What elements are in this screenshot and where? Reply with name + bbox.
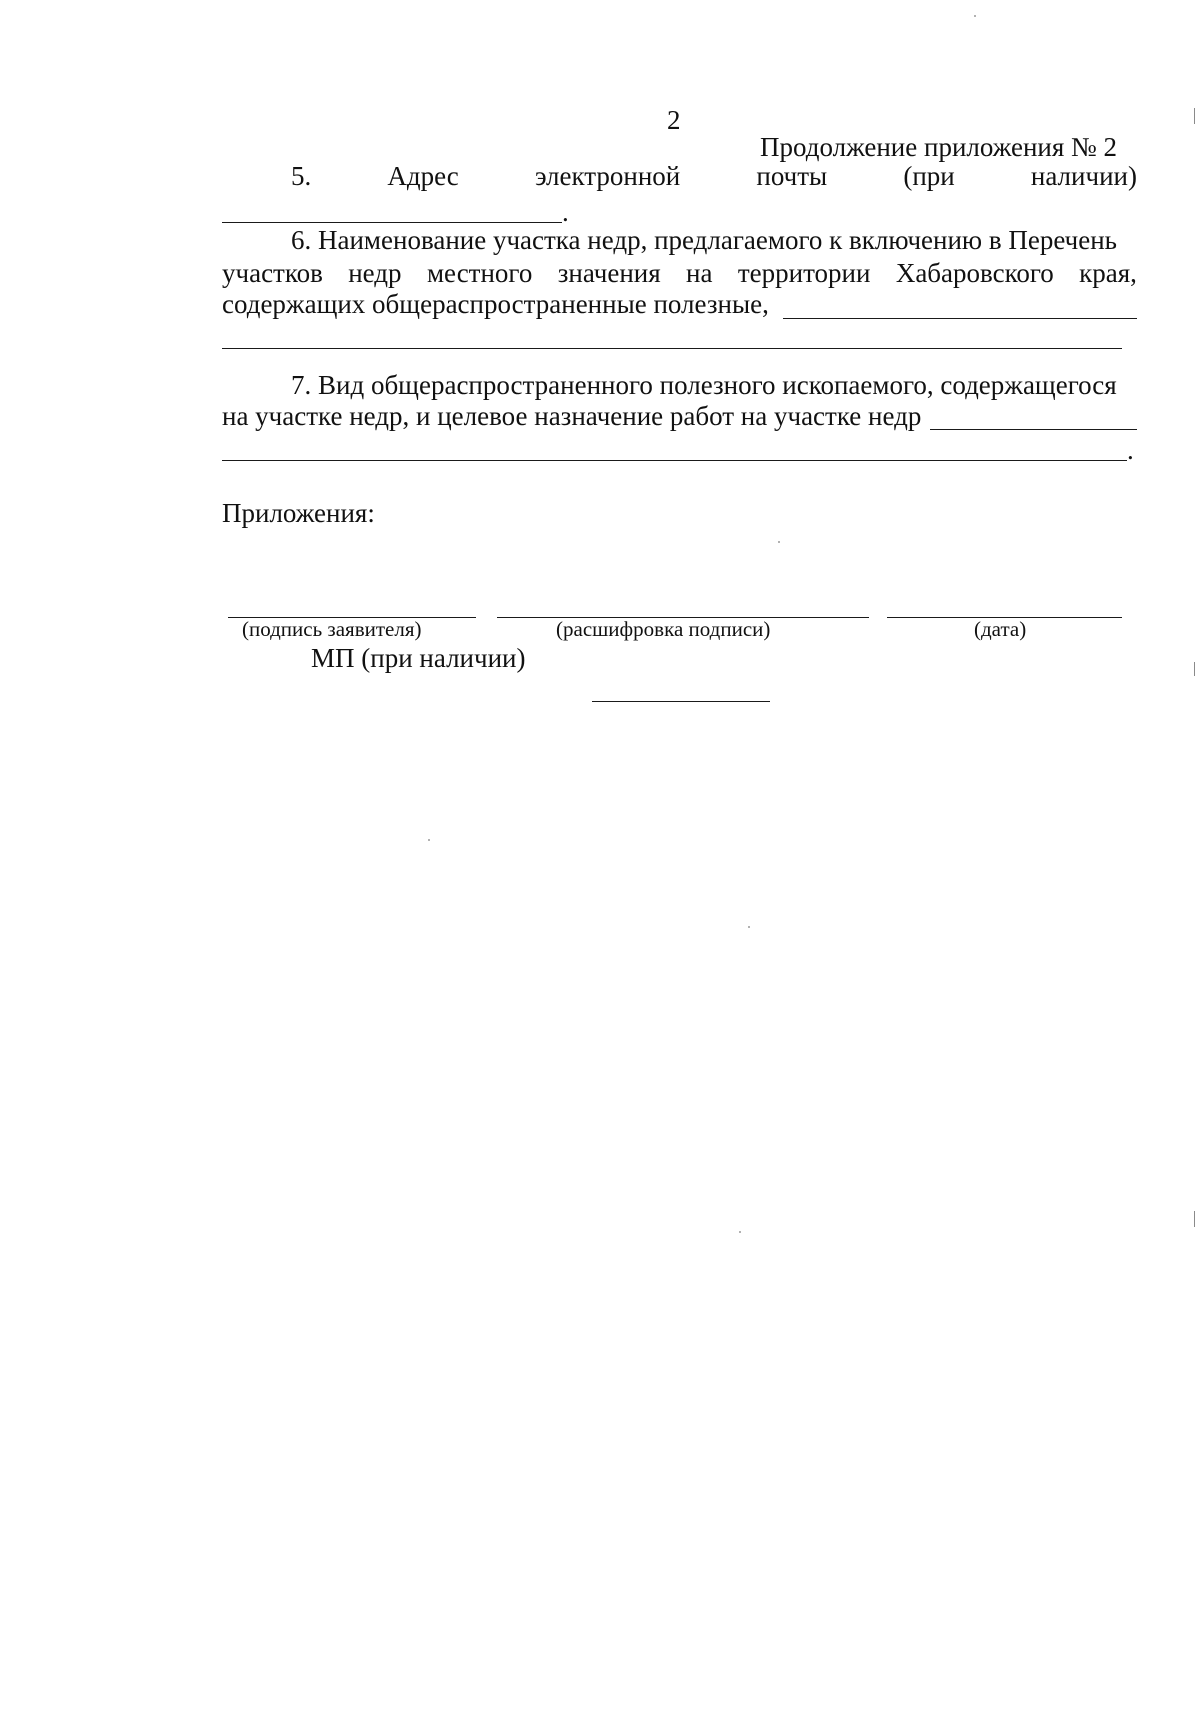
signature-decoding-caption: (расшифровка подписи) [556,617,771,641]
scan-mark [1194,108,1195,124]
seal-note: МП (при наличии) [311,643,526,673]
attachments-label: Приложения: [222,498,375,528]
end-separator-line [592,701,770,702]
scan-dot [748,926,750,928]
item-6-line-1: 6. Наименование участка недр, предлагаемого к включению в Перечень [291,225,1117,255]
item-5-word: (при [903,161,955,191]
item-6-word: участков [222,258,323,288]
email-end-mark: . [562,197,569,227]
item-6-line-3: содержащих общераспространенные полезные, [222,289,769,319]
item-6-word: края, [1079,258,1137,288]
scan-dot [778,541,780,543]
scan-dot [974,15,976,17]
scan-mark [1194,662,1195,676]
item-5-word: Адрес [387,161,459,191]
appendix-continuation-header: Продолжение приложения № 2 [760,132,1118,162]
applicant-signature-caption: (подпись заявителя) [242,617,422,641]
page-number: 2 [667,105,681,135]
item-5-word: наличии) [1030,161,1137,191]
email-blank-line [222,222,562,223]
date-caption: (дата) [974,617,1027,641]
mineral-type-blank-line-2 [222,460,1127,461]
item-6-line-2 [222,257,1137,289]
item-6-word: на [686,258,713,288]
item-7-end-mark: . [1127,435,1134,465]
item-5-number: 5. [291,161,312,191]
item-6-word: территории [737,258,871,288]
item-5-line [291,160,1137,192]
site-name-blank-line-1 [783,318,1137,319]
scan-dot [428,839,430,841]
item-5-word: электронной [534,161,681,191]
mineral-type-blank-line-1 [930,429,1137,430]
item-7-line-2: на участке недр, и целевое назначение работ на участке недр [222,401,922,431]
item-5-word: почты [756,161,828,191]
item-6-word: Хабаровского [895,258,1054,288]
item-7-line-1: 7. Вид общераспространенного полезного ископаемого, содержащегося [291,370,1117,400]
scan-dot [739,1231,741,1233]
scan-mark [1194,1211,1195,1227]
item-6-word: значения [557,258,661,288]
item-6-word: недр [348,258,402,288]
item-6-word: местного [426,258,533,288]
site-name-blank-line-2 [222,348,1122,349]
